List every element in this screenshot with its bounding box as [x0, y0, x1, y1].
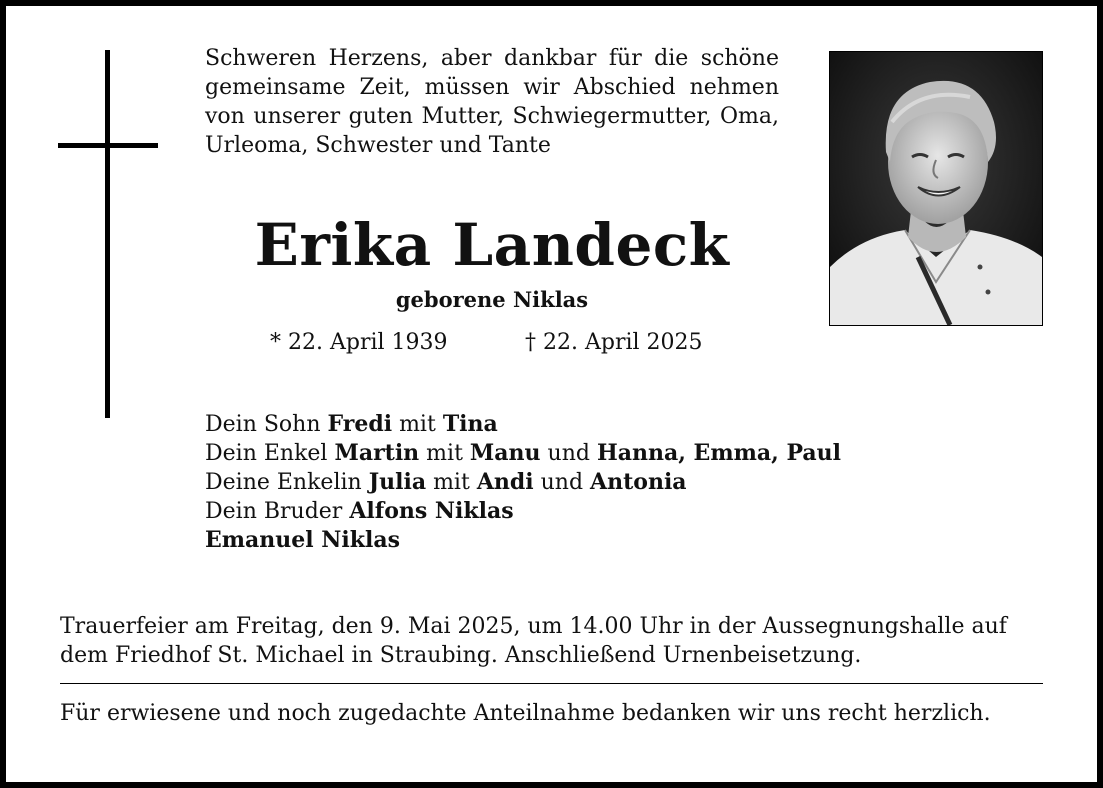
family-line-brother: Dein Bruder Alfons Niklas: [205, 498, 514, 524]
thanks-text: Für erwiesene und noch zugedachte Anteilnahme bedanken wir uns recht herzlich.: [60, 701, 991, 726]
family-line-son: Dein Sohn Fredi mit Tina: [205, 411, 498, 437]
cross-vertical-bar: [105, 50, 110, 418]
maiden-name: geborene Niklas: [395, 287, 589, 312]
family-line-granddaughter: Deine Enkelin Julia mit Andi und Antonia: [205, 469, 687, 495]
deceased-name: Erika Landeck: [254, 211, 730, 279]
family-line-emanuel: Emanuel Niklas: [205, 527, 401, 553]
portrait-photo: [829, 51, 1043, 326]
funeral-service-text: Trauerfeier am Freitag, den 9. Mai 2025, um 14.00 Uhr in der Aussegnungshalle auf dem Friedhof St. Michael in Straubing. Anschließend Urnenbeisetzung.: [60, 614, 1007, 668]
cross-horizontal-bar: [58, 143, 158, 148]
family-line-grandson: Dein Enkel Martin mit Manu und Hanna, Emma, Paul: [205, 440, 842, 466]
death-date: † 22. April 2025: [525, 330, 703, 355]
intro-text: Schweren Herzens, aber dankbar für die schöne gemeinsame Zeit, müssen wir Abschied nehmen von unserer guten Mutter, Schwiegermutter, Oma, Urleoma, Schwester und Tante: [205, 46, 779, 158]
family-list: [205, 410, 841, 555]
birth-date: * 22. April 1939: [270, 330, 448, 355]
divider-line: [60, 683, 1043, 684]
portrait-illustration: [830, 52, 1042, 325]
